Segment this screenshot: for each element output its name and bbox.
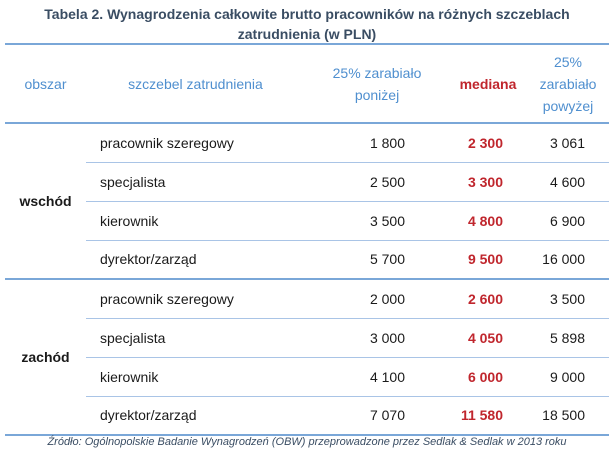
area-cell-east: wschód [5,123,86,279]
level-cell: dyrektor/zarząd [86,240,305,279]
high-cell: 4 600 [527,162,609,201]
header-high-line-3: powyżej [542,97,594,114]
median-cell: 4 050 [449,318,527,357]
high-cell: 16 000 [527,240,609,279]
level-cell: specjalista [86,162,305,201]
salary-table [5,43,609,436]
header-low-line-2: poniżej [354,86,400,103]
table-title-line-1: Tabela 2. Wynagrodzenia całkowite brutto pracowników na różnych szczeblach [44,6,570,22]
table-row [5,162,609,201]
median-cell: 4 800 [449,201,527,240]
level-cell: pracownik szeregowy [86,279,305,318]
low-cell: 3 500 [305,201,449,240]
high-cell: 18 500 [527,396,609,435]
header-low [305,44,449,123]
header-median: mediana [449,44,527,123]
level-cell: kierownik [86,201,305,240]
header-row [5,44,609,123]
low-cell: 3 000 [305,318,449,357]
header-high-line-2: zarabiało [539,75,597,92]
table-row [5,240,609,279]
level-cell: kierownik [86,357,305,396]
low-cell: 5 700 [305,240,449,279]
table-row [5,318,609,357]
high-cell: 6 900 [527,201,609,240]
median-cell: 3 300 [449,162,527,201]
table-row [5,396,609,435]
header-high-line-1: 25% [553,53,583,70]
level-cell: dyrektor/zarząd [86,396,305,435]
table-title-line-2: zatrudnienia (w PLN) [237,26,377,42]
table-row [5,123,609,162]
header-area: obszar [5,44,86,123]
high-cell: 3 500 [527,279,609,318]
median-cell: 9 500 [449,240,527,279]
level-cell: pracownik szeregowy [86,123,305,162]
table-row [5,357,609,396]
header-low-line-1: 25% zarabiało [332,64,422,81]
low-cell: 2 000 [305,279,449,318]
low-cell: 1 800 [305,123,449,162]
low-cell: 2 500 [305,162,449,201]
median-cell: 11 580 [449,396,527,435]
high-cell: 9 000 [527,357,609,396]
high-cell: 5 898 [527,318,609,357]
low-cell: 7 070 [305,396,449,435]
table-title [0,4,614,44]
table-row [5,279,609,318]
area-cell-west: zachód [5,279,86,435]
median-cell: 2 300 [449,123,527,162]
table-row [5,201,609,240]
header-high [527,44,609,123]
high-cell: 3 061 [527,123,609,162]
header-level: szczebel zatrudnienia [86,44,305,123]
median-cell: 2 600 [449,279,527,318]
level-cell: specjalista [86,318,305,357]
low-cell: 4 100 [305,357,449,396]
source-note: Źródło: Ogólnopolskie Badanie Wynagrodzeń (OBW) przeprowadzone przez Sedlak & Sedlak w 2013 roku [47,436,567,448]
median-cell: 6 000 [449,357,527,396]
